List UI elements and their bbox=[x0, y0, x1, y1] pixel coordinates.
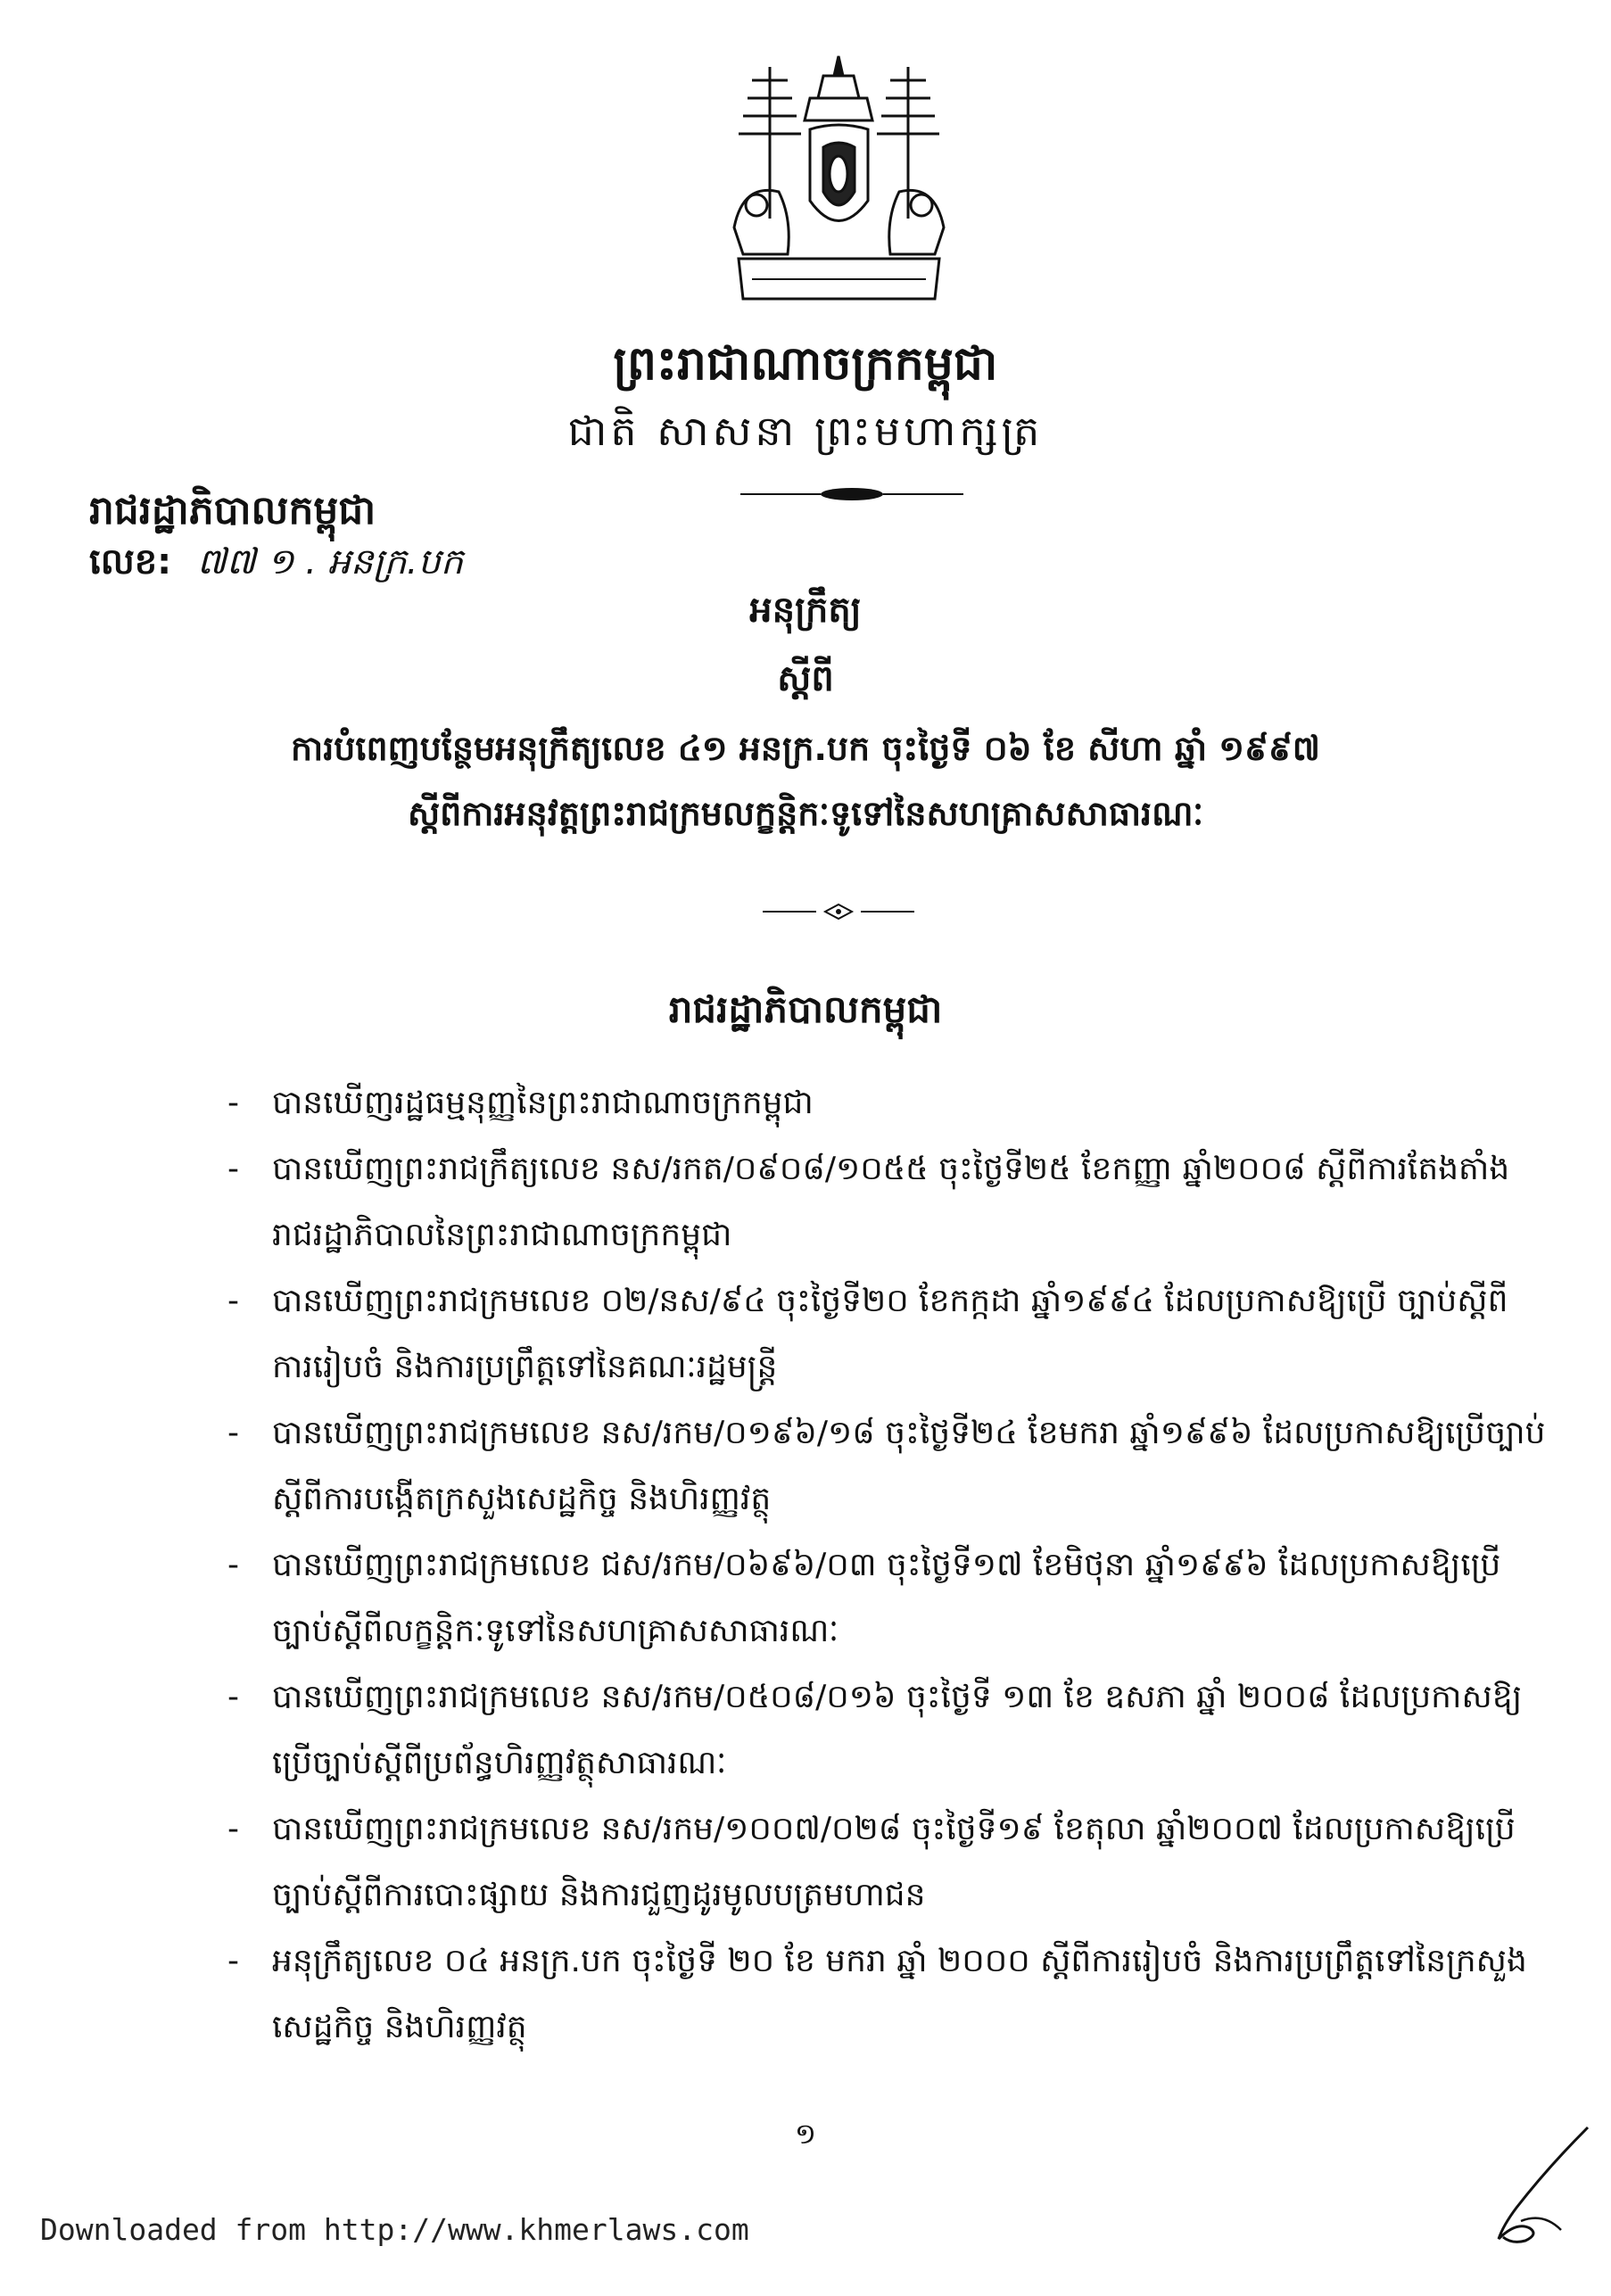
subject-line-1: ការបំពេញបន្ថែមអនុក្រឹត្យលេខ ៤១ អនក្រ.បក ចុះថ្ងៃទី ០៦ ខែ សីហា ឆ្នាំ ១៩៩៧ bbox=[291, 729, 1320, 768]
list-item bbox=[227, 1268, 1548, 1400]
list-item-text: បានឃើញព្រះរាជក្រមលេខ ជស/រកម/០៦៩៦/០៣ ចុះថ្ងៃទី១៧ ខែមិថុនា ឆ្នាំ១៩៩៦ ដែលប្រកាសឱ្យប្រើច្បាប់ស្តីពីលក្ខន្តិកៈទូទៅនៃសហគ្រាសសាធារណៈ bbox=[272, 1547, 1501, 1649]
list-item-text: បានឃើញព្រះរាជក្រមលេខ នស/រកម/០៥០៨/០១៦ ចុះថ្ងៃទី ១៣ ខែ ឧសភា ឆ្នាំ ២០០៨ ដែលប្រកាសឱ្យប្រើច្បាប់ស្តីពីប្រព័ន្ធហិរញ្ញវត្ថុសាធារណៈ bbox=[272, 1679, 1523, 1781]
download-source-footer: Downloaded from http://www.khmerlaws.com bbox=[40, 2212, 749, 2247]
royal-coat-of-arms-emblem bbox=[716, 49, 962, 317]
list-item bbox=[227, 1796, 1548, 1928]
list-item-text: បានឃើញព្រះរាជក្រមលេខ នស/រកម/០១៩៦/១៨ ចុះថ្ងៃទី២៤ ខែមករា ឆ្នាំ១៩៩៦ ដែលប្រកាសឱ្យប្រើច្បាប់ស្តីពីការបង្កើតក្រសួងសេដ្ឋកិច្ច និងហិរញ្ញវត្ថុ bbox=[272, 1415, 1546, 1517]
list-item-text: បានឃើញព្រះរាជក្រមលេខ នស/រកម/១០០៧/០២៨ ចុះថ្ងៃទី១៩ ខែតុលា ឆ្នាំ២០០៧ ដែលប្រកាសឱ្យប្រើច្បាប់ស្តីពីការបោះផ្សាយ និងការជួញដូរមូលបត្រមហាជន bbox=[272, 1811, 1516, 1913]
list-item bbox=[227, 1928, 1548, 2061]
national-motto: ជាតិ សាសនា ព្រះមហាក្សត្រ bbox=[567, 407, 1044, 455]
document-number bbox=[89, 539, 463, 591]
list-item-text: បានឃើញរដ្ឋធម្មនុញ្ញនៃព្រះរាជាណាចក្រកម្ពុជា bbox=[272, 1085, 814, 1121]
list-item-text: អនុក្រឹត្យលេខ ០៤ អនក្រ.បក ចុះថ្ងៃទី ២០ ខែ មករា ឆ្នាំ ២០០០ ស្តីពីការរៀបចំ និងការប្រព្រឹត្តទៅនៃក្រសួងសេដ្ឋកិច្ច និងហិរញ្ញវត្ថុ bbox=[272, 1943, 1527, 2045]
list-item bbox=[227, 1136, 1548, 1268]
bullet-dash: - bbox=[227, 1151, 239, 1187]
list-item bbox=[227, 1400, 1548, 1532]
bullet-dash: - bbox=[227, 1415, 239, 1451]
issuing-government: រាជរដ្ឋាភិបាលកម្ពុជា bbox=[89, 488, 376, 533]
bullet-dash: - bbox=[227, 1085, 239, 1121]
list-item bbox=[227, 1532, 1548, 1664]
subject-line-2: ស្តីពីការអនុវត្តព្រះរាជក្រមលក្ខន្តិកៈទូទៅនៃសហគ្រាសសាធារណៈ bbox=[407, 794, 1204, 833]
bullet-dash: - bbox=[227, 1547, 239, 1583]
list-item bbox=[227, 1664, 1548, 1796]
document-number-value: ៧៧ ១ . អនក្រ.បក bbox=[196, 541, 464, 582]
handwritten-signature bbox=[1476, 2123, 1592, 2248]
document-type: អនុក្រឹត្យ bbox=[749, 590, 862, 631]
ornament-divider bbox=[740, 483, 963, 505]
concerning-label: ស្តីពី bbox=[777, 658, 834, 699]
legal-basis-list bbox=[227, 1070, 1548, 2061]
body-heading: រាជរដ្ឋាភិបាលកម្ពុជា bbox=[668, 987, 943, 1031]
document-number-label: លេខ: bbox=[89, 541, 172, 582]
bullet-dash: - bbox=[227, 1679, 239, 1715]
list-item-text: បានឃើញព្រះរាជក្រមលេខ ០២/នស/៩៤ ចុះថ្ងៃទី២០ ខែកក្កដា ឆ្នាំ១៩៩៤ ដែលប្រកាសឱ្យប្រើ ច្បាប់ស្តីពីការរៀបចំ និងការប្រព្រឹត្តទៅនៃគណៈរដ្ឋមន្ត្រី bbox=[272, 1283, 1508, 1385]
bullet-dash: - bbox=[227, 1811, 239, 1847]
bullet-dash: - bbox=[227, 1943, 239, 1979]
list-item bbox=[227, 1070, 1548, 1136]
bullet-dash: - bbox=[227, 1283, 239, 1319]
list-item-text: បានឃើញព្រះរាជក្រឹត្យលេខ នស/រកត/០៩០៨/១០៥៥ ចុះថ្ងៃទី២៥ ខែកញ្ញា ឆ្នាំ២០០៨ ស្តីពីការតែងតាំងរាជរដ្ឋាភិបាលនៃព្រះរាជាណាចក្រកម្ពុជា bbox=[272, 1151, 1510, 1253]
page-number: ១ bbox=[794, 2117, 817, 2151]
ornament-divider-small bbox=[763, 901, 914, 922]
kingdom-title: ព្រះរាជាណាចក្រកម្ពុជា bbox=[613, 337, 998, 391]
